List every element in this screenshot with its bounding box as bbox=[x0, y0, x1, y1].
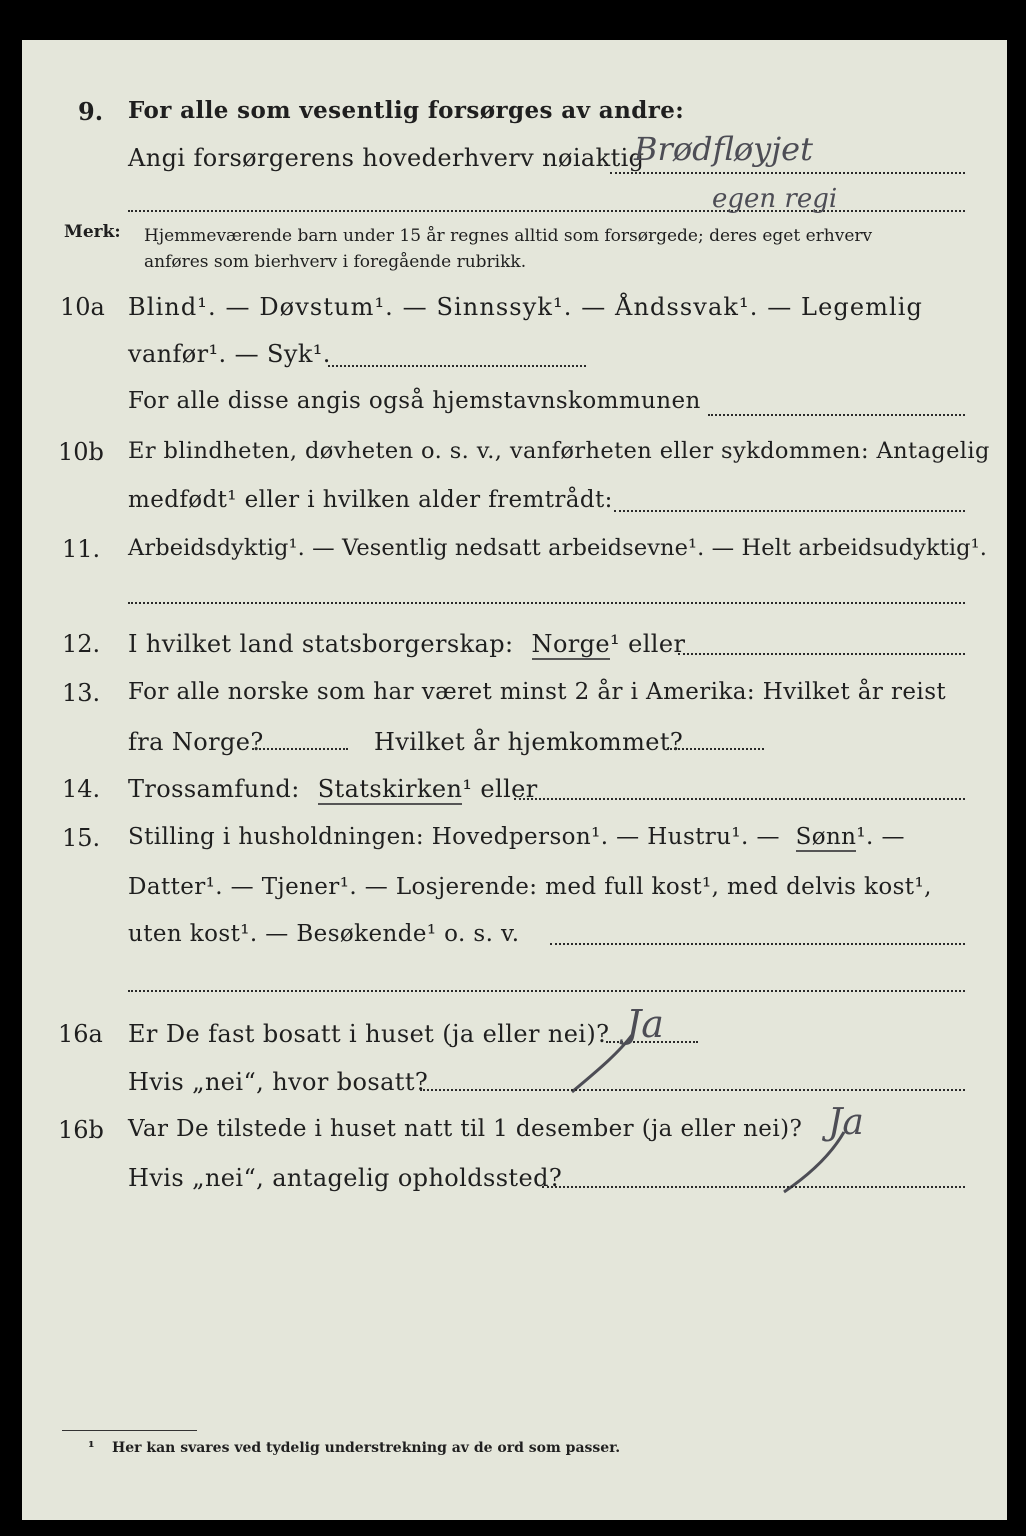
q15-line1a: Stilling i husholdningen: Hovedperson¹. — Hustru¹. — bbox=[128, 824, 780, 850]
q10b-line1: Er blindheten, døvheten o. s. v., vanførheten eller sykdommen: Antagelig bbox=[128, 438, 990, 464]
q11-line1: Arbeidsdyktig¹. — Vesentlig nedsatt arbeidsevne¹. — Helt arbeidsudyktig¹. bbox=[128, 535, 988, 561]
q10a-line2: vanfør¹. — Syk¹. bbox=[128, 340, 331, 368]
q16a-line1: Er De fast bosatt i huset (ja eller nei)? bbox=[128, 1020, 610, 1048]
q15-sonn-underlined: Sønn bbox=[795, 824, 857, 850]
q16b-line2: Hvis „nei“, antagelig opholdssted? bbox=[128, 1164, 563, 1192]
q14-statskirken-underlined: Statskirken bbox=[317, 775, 463, 803]
q13-line2b: Hvilket år hjemkommet? bbox=[374, 728, 684, 756]
q14-prefix: Trossamfund: bbox=[128, 775, 300, 803]
q15-line3: uten kost¹. — Besøkende¹ o. s. v. bbox=[128, 921, 520, 947]
merk-label: Merk: bbox=[64, 222, 121, 242]
q10a-syk-line bbox=[328, 365, 586, 367]
q12-prefix: I hvilket land statsborgerskap: bbox=[128, 630, 514, 658]
q16b-number: 16b bbox=[58, 1116, 104, 1144]
q12-norge-underlined: Norge bbox=[531, 630, 611, 658]
q14-number: 14. bbox=[62, 775, 101, 803]
q10b-number: 10b bbox=[58, 438, 104, 466]
q12-line bbox=[128, 630, 685, 660]
q15-line2: Datter¹. — Tjener¹. — Losjerende: med full kost¹, med delvis kost¹, bbox=[128, 874, 932, 900]
q15-answer-line2 bbox=[128, 990, 965, 992]
q9-answer-line1 bbox=[610, 172, 965, 174]
q10a-line3: For alle disse angis også hjemstavnskommunen bbox=[128, 388, 701, 414]
q9-heading: For alle som vesentlig forsørges av andre: bbox=[128, 97, 685, 124]
q10a-number: 10a bbox=[60, 293, 105, 321]
q13-number: 13. bbox=[62, 679, 101, 707]
q15-answer-line bbox=[550, 943, 965, 945]
q15-number: 15. bbox=[62, 824, 101, 852]
q11-number: 11. bbox=[62, 535, 101, 563]
footnote-rule bbox=[62, 1430, 197, 1431]
q13-line2a: fra Norge? bbox=[128, 728, 264, 756]
q9-line1: Angi forsørgerens hovederhverv nøiaktig bbox=[128, 144, 645, 172]
q10a-line1: Blind¹. — Døvstum¹. — Sinnssyk¹. — Åndssvak¹. — Legemlig bbox=[128, 293, 924, 321]
q15-line1 bbox=[128, 824, 905, 852]
q16b-opholdssted-line bbox=[542, 1186, 965, 1188]
merk-line1: Hjemmeværende barn under 15 år regnes alltid som forsørgede; deres eget erhverv bbox=[144, 226, 873, 246]
q13-line1: For alle norske som har været minst 2 år i Amerika: Hvilket år reist bbox=[128, 679, 947, 705]
q16a-handwritten-answer: Ja bbox=[626, 1002, 664, 1046]
q13-reist-line bbox=[252, 748, 348, 750]
q10b-answer-line bbox=[614, 510, 965, 512]
q16a-number: 16a bbox=[58, 1020, 103, 1048]
q12-answer-line bbox=[678, 653, 965, 655]
q14-answer-line bbox=[514, 798, 965, 800]
q12-number: 12. bbox=[62, 630, 101, 658]
q16a-bosatt-line bbox=[420, 1089, 965, 1091]
q14-line bbox=[128, 775, 538, 805]
census-form-sheet bbox=[22, 40, 1007, 1520]
q16b-handwritten-answer: Ja bbox=[828, 1102, 864, 1143]
merk-line2: anføres som bierhverv i foregående rubrikk. bbox=[144, 252, 527, 272]
q12-suffix: ¹ eller bbox=[610, 630, 686, 658]
q16b-line1: Var De tilstede i huset natt til 1 desember (ja eller nei)? bbox=[128, 1116, 803, 1142]
q9-answer-line2 bbox=[128, 210, 965, 212]
q10b-line2: medfødt¹ eller i hvilken alder fremtrådt: bbox=[128, 487, 613, 513]
footnote-text: Her kan svares ved tydelig understrekning av de ord som passer. bbox=[112, 1440, 621, 1456]
q9-number: 9. bbox=[78, 97, 104, 126]
q9-handwritten-answer-1: Brødfløyjet bbox=[634, 130, 813, 168]
q14-suffix: ¹ eller bbox=[462, 775, 538, 803]
q9-handwritten-answer-2: egen regi bbox=[712, 184, 838, 214]
footnote-mark: ¹ bbox=[88, 1438, 95, 1456]
q16a-line2: Hvis „nei“, hvor bosatt? bbox=[128, 1068, 429, 1096]
q13-hjemkommet-line bbox=[667, 748, 764, 750]
q11-answer-line bbox=[128, 602, 965, 604]
q15-line1b: ¹. — bbox=[856, 824, 905, 850]
q10a-hjemstavn-line bbox=[708, 414, 965, 416]
